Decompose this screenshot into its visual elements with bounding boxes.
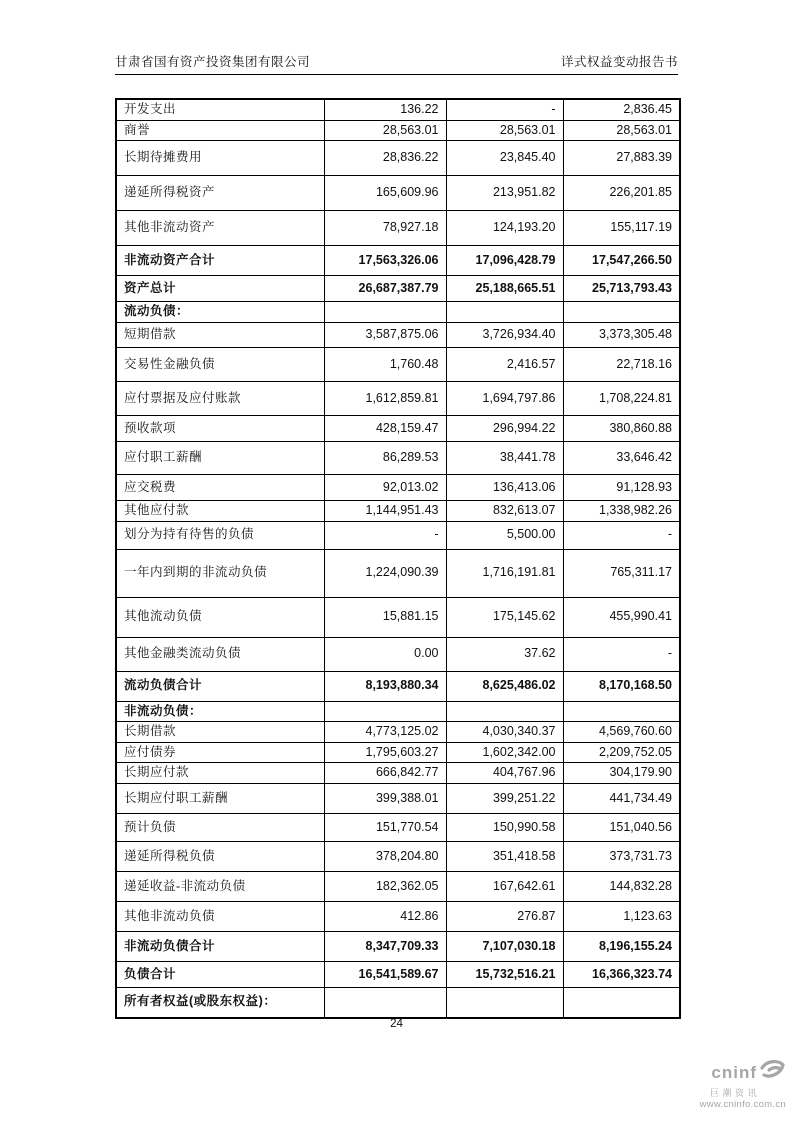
row-label: 所有者权益(或股东权益)： (116, 988, 324, 1018)
row-value: 832,613.07 (446, 500, 563, 521)
table-row (116, 597, 680, 637)
row-label: 流动负债合计 (116, 671, 324, 701)
row-value: 165,609.96 (324, 176, 446, 211)
row-value: 151,040.56 (563, 814, 680, 842)
row-value: 378,204.80 (324, 842, 446, 872)
row-label: 长期应付职工薪酬 (116, 784, 324, 814)
row-label: 其他非流动资产 (116, 211, 324, 246)
table-row (116, 784, 680, 814)
row-value: 15,732,516.21 (446, 962, 563, 988)
table-row (116, 99, 680, 120)
row-label: 非流动资产合计 (116, 246, 324, 276)
row-value: 412.86 (324, 902, 446, 932)
cninfo-logo (700, 1058, 786, 1110)
row-value (563, 701, 680, 722)
row-label: 应付职工薪酬 (116, 441, 324, 474)
row-value: 1,224,090.39 (324, 549, 446, 597)
row-value: 8,193,880.34 (324, 671, 446, 701)
row-value: 155,117.19 (563, 211, 680, 246)
row-value: 78,927.18 (324, 211, 446, 246)
row-label: 商誉 (116, 120, 324, 141)
table-row (116, 176, 680, 211)
row-value: 22,718.16 (563, 347, 680, 381)
row-label: 长期应付款 (116, 763, 324, 784)
row-value (446, 988, 563, 1018)
cninfo-chinese-name: 巨潮资讯 (709, 1088, 760, 1098)
row-value: 28,836.22 (324, 141, 446, 176)
row-value: 2,209,752.05 (563, 742, 680, 763)
row-value: 0.00 (324, 637, 446, 671)
row-value: 17,096,428.79 (446, 246, 563, 276)
row-value: 1,795,603.27 (324, 742, 446, 763)
table-row (116, 671, 680, 701)
row-value: 3,726,934.40 (446, 322, 563, 347)
row-label: 递延所得税资产 (116, 176, 324, 211)
table-row (116, 814, 680, 842)
table-row (116, 988, 680, 1018)
table-row (116, 742, 680, 763)
row-value: 144,832.28 (563, 872, 680, 902)
row-value: 5,500.00 (446, 521, 563, 549)
balance-sheet-table (115, 98, 681, 1019)
cninfo-brand-row (700, 1058, 786, 1086)
row-label: 一年内到期的非流动负债 (116, 549, 324, 597)
row-value: 26,687,387.79 (324, 276, 446, 302)
cninfo-swirl-icon (759, 1058, 786, 1086)
row-label: 长期待摊费用 (116, 141, 324, 176)
row-value: 304,179.90 (563, 763, 680, 784)
row-value: 4,030,340.37 (446, 722, 563, 743)
page-header (115, 52, 678, 75)
row-label: 应交税费 (116, 474, 324, 500)
row-value: 399,251.22 (446, 784, 563, 814)
table-row (116, 141, 680, 176)
table-row (116, 763, 680, 784)
row-value: 1,144,951.43 (324, 500, 446, 521)
row-value: 296,994.22 (446, 415, 563, 441)
table-row (116, 322, 680, 347)
row-value: 124,193.20 (446, 211, 563, 246)
table-row (116, 500, 680, 521)
table-row (116, 276, 680, 302)
table-row (116, 932, 680, 962)
row-value: 151,770.54 (324, 814, 446, 842)
row-label: 预收款项 (116, 415, 324, 441)
row-value: 37.62 (446, 637, 563, 671)
page-number: 24 (390, 1018, 403, 1030)
table-row (116, 302, 680, 323)
table-row (116, 120, 680, 141)
row-value: 91,128.93 (563, 474, 680, 500)
table-row (116, 637, 680, 671)
row-value: 16,366,323.74 (563, 962, 680, 988)
row-value: 27,883.39 (563, 141, 680, 176)
row-value: 8,347,709.33 (324, 932, 446, 962)
row-label: 应付票据及应付账款 (116, 381, 324, 415)
row-value: 38,441.78 (446, 441, 563, 474)
row-value: 86,289.53 (324, 441, 446, 474)
row-value: 7,107,030.18 (446, 932, 563, 962)
row-label: 划分为持有待售的负债 (116, 521, 324, 549)
row-value: 2,836.45 (563, 99, 680, 120)
cninfo-url: www.cninfo.com.cn (699, 1099, 786, 1110)
header-company-name: 甘肃省国有资产投资集团有限公司 (115, 55, 311, 69)
row-value: 1,708,224.81 (563, 381, 680, 415)
table-row (116, 722, 680, 743)
row-label: 交易性金融负债 (116, 347, 324, 381)
row-value: 33,646.42 (563, 441, 680, 474)
row-value (446, 302, 563, 323)
row-value: 150,990.58 (446, 814, 563, 842)
row-value: 8,196,155.24 (563, 932, 680, 962)
row-label: 流动负债： (116, 302, 324, 323)
cninfo-brand-text: cninf (711, 1062, 757, 1082)
table-row (116, 415, 680, 441)
table-row (116, 842, 680, 872)
header-report-title: 详式权益变动报告书 (560, 55, 678, 69)
row-value: 4,773,125.02 (324, 722, 446, 743)
row-label: 递延收益-非流动负债 (116, 872, 324, 902)
row-value: 428,159.47 (324, 415, 446, 441)
row-value: 380,860.88 (563, 415, 680, 441)
row-value: 455,990.41 (563, 597, 680, 637)
row-value: 17,547,266.50 (563, 246, 680, 276)
table-row (116, 902, 680, 932)
row-value (324, 988, 446, 1018)
table-row (116, 211, 680, 246)
row-value: 23,845.40 (446, 141, 563, 176)
row-value: 351,418.58 (446, 842, 563, 872)
table-row (116, 441, 680, 474)
table-row (116, 246, 680, 276)
row-value: 4,569,760.60 (563, 722, 680, 743)
row-label: 其他金融类流动负债 (116, 637, 324, 671)
row-value: 136,413.06 (446, 474, 563, 500)
row-label: 其他流动负债 (116, 597, 324, 637)
row-value: 1,123.63 (563, 902, 680, 932)
row-value: 16,541,589.67 (324, 962, 446, 988)
row-value (324, 302, 446, 323)
row-value (324, 701, 446, 722)
row-value: 373,731.73 (563, 842, 680, 872)
row-value: 3,587,875.06 (324, 322, 446, 347)
row-value: - (324, 521, 446, 549)
row-label: 非流动负债： (116, 701, 324, 722)
row-value: 167,642.61 (446, 872, 563, 902)
row-value: 2,416.57 (446, 347, 563, 381)
row-value: 175,145.62 (446, 597, 563, 637)
row-value: 666,842.77 (324, 763, 446, 784)
table-row (116, 381, 680, 415)
row-label: 预计负债 (116, 814, 324, 842)
row-label: 短期借款 (116, 322, 324, 347)
row-value: 1,612,859.81 (324, 381, 446, 415)
table-row (116, 474, 680, 500)
row-value: 28,563.01 (324, 120, 446, 141)
row-label: 资产总计 (116, 276, 324, 302)
row-value (563, 302, 680, 323)
row-value: 136.22 (324, 99, 446, 120)
row-value: 404,767.96 (446, 763, 563, 784)
row-value: 182,362.05 (324, 872, 446, 902)
row-label: 长期借款 (116, 722, 324, 743)
row-label: 应付债券 (116, 742, 324, 763)
row-label: 负债合计 (116, 962, 324, 988)
row-value: 8,625,486.02 (446, 671, 563, 701)
row-value: 1,602,342.00 (446, 742, 563, 763)
row-value: 213,951.82 (446, 176, 563, 211)
row-label: 其他应付款 (116, 500, 324, 521)
row-value: 3,373,305.48 (563, 322, 680, 347)
table-row (116, 521, 680, 549)
row-value: - (563, 521, 680, 549)
table-row (116, 701, 680, 722)
row-value: 28,563.01 (446, 120, 563, 141)
row-value (446, 701, 563, 722)
row-value: 1,716,191.81 (446, 549, 563, 597)
row-value: 1,338,982.26 (563, 500, 680, 521)
row-value: 226,201.85 (563, 176, 680, 211)
row-value: 25,188,665.51 (446, 276, 563, 302)
balance-sheet-body (116, 99, 680, 1018)
row-value: 765,311.17 (563, 549, 680, 597)
row-value: 25,713,793.43 (563, 276, 680, 302)
row-value: 441,734.49 (563, 784, 680, 814)
row-value: 92,013.02 (324, 474, 446, 500)
row-value: 1,694,797.86 (446, 381, 563, 415)
row-value: 8,170,168.50 (563, 671, 680, 701)
row-value: 28,563.01 (563, 120, 680, 141)
row-value: 276.87 (446, 902, 563, 932)
row-value: 399,388.01 (324, 784, 446, 814)
row-value: 15,881.15 (324, 597, 446, 637)
row-label: 其他非流动负债 (116, 902, 324, 932)
table-row (116, 549, 680, 597)
row-label: 递延所得税负债 (116, 842, 324, 872)
row-value: 1,760.48 (324, 347, 446, 381)
row-value: - (446, 99, 563, 120)
row-label: 非流动负债合计 (116, 932, 324, 962)
row-value (563, 988, 680, 1018)
row-value: 17,563,326.06 (324, 246, 446, 276)
row-value: - (563, 637, 680, 671)
table-row (116, 347, 680, 381)
table-row (116, 962, 680, 988)
row-label: 开发支出 (116, 99, 324, 120)
table-row (116, 872, 680, 902)
